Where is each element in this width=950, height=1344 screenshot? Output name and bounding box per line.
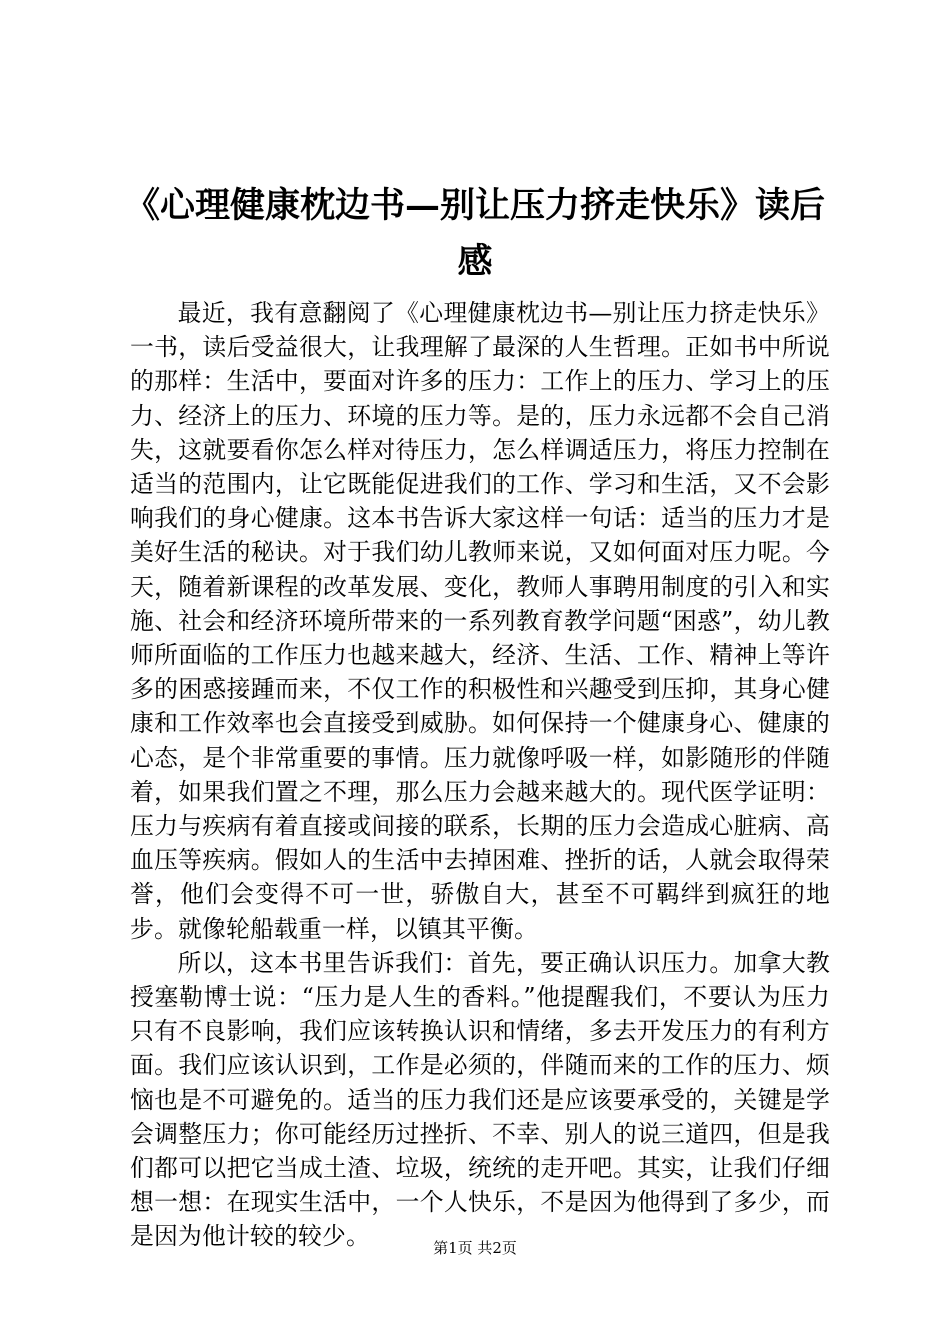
document-title: 《心理健康枕边书—别让压力挤走快乐》读后感 (124, 185, 825, 282)
page-footer: 第1页 共2页 (433, 1239, 517, 1257)
paragraph-1: 最近，我有意翻阅了《心理健康枕边书—别让压力挤走快乐》一书，读后受益很大，让我理解了最深的人生哲理。正如书中所说的那样：生活中，要面对许多的压力：工作上的压力、学习上的压力、经济上的压力、环境的压力等。是的，压力永远都不会自己消失，这就要看你怎么样对待压力，怎么样调适压力，将压力控制在适当的范围内，让它既能促进我们的工作、学习和生活，又不会影响我们的身心健康。这本书告诉大家这样一句话：适当的压力才是美好生活的秘诀。对于我们幼儿教师来说，又如何面对压力呢。今天，随着新课程的改革发展、变化，教师人事聘用制度的引入和实施、社会和经济环境所带来的一系列教育教学问题“困惑”，幼儿教师所面临的工作压力也越来越大，经济、生活、工作、精神上等许多的困惑接踵而来，不仅工作的积极性和兴趣受到压抑，其身心健康和工作效率也会直接受到威胁。如何保持一个健康身心、健康的心态，是个非常重要的事情。压力就像呼吸一样，如影随形的伴随着，如果我们置之不理，那么压力会越来越大的。现代医学证明：压力与疾病有着直接或间接的联系，长期的压力会造成心脏病、高血压等疾病。假如人的生活中去掉困难、挫折的话，人就会取得荣誉，他们会变得不可一世，骄傲自大，甚至不可羁绊到疯狂的地步。就像轮船载重一样，以镇其平衡。 (130, 299, 830, 943)
paragraph-2: 所以，这本书里告诉我们：首先，要正确认识压力。加拿大教授塞勒博士说：“压力是人生的香料。”他提醒我们，不要认为压力只有不良影响，我们应该转换认识和情绪，多去开发压力的有利方面。我们应该认识到，工作是必须的，伴随而来的工作的压力、烦恼也是不可避免的。适当的压力我们还是应该要承受的，关键是学会调整压力；你可能经历过挫折、不幸、别人的说三道四，但是我们都可以把它当成土渣、垃圾，统统的走开吧。其实，让我们仔细想一想：在现实生活中，一个人快乐，不是因为他得到了多少，而是因为他计较的较少。 (130, 948, 830, 1251)
document-body (130, 296, 830, 1254)
